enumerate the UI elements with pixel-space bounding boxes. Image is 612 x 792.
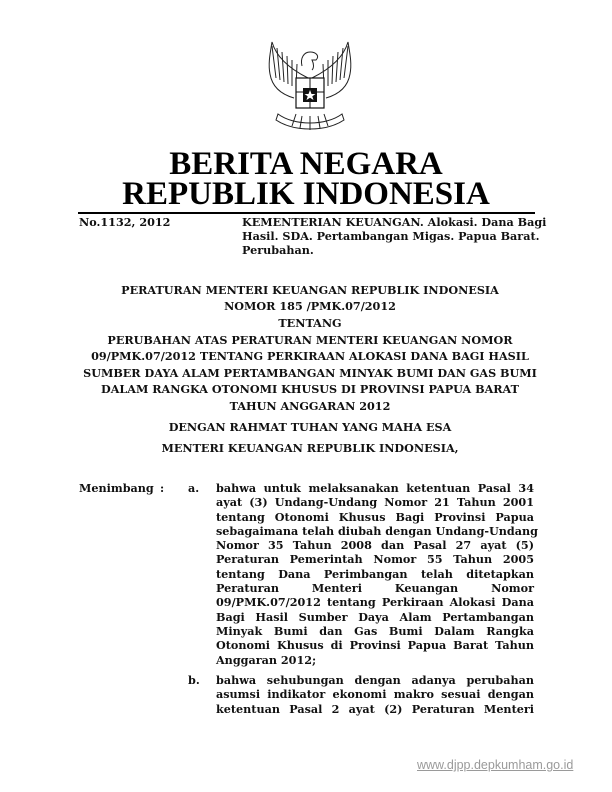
consideration-line: Nomor 35 Tahun 2008 dan Pasal 27 ayat (5)	[216, 538, 534, 553]
consideration-line: Minyak Bumi dan Gas Bumi Dalam Rangka	[216, 623, 534, 638]
authority: MENTERI KEUANGAN REPUBLIK INDONESIA,	[161, 441, 459, 455]
publication-title-line2: REPUBLIK INDONESIA	[122, 176, 490, 212]
publication-title-line1: BERITA NEGARA	[169, 146, 443, 182]
header-divider	[78, 212, 535, 214]
regulation-subject-line: PERUBAHAN ATAS PERATURAN MENTERI KEUANGAN NOMOR	[107, 333, 513, 347]
consideration-line: tentang Otonomi Khusus Bagi Provinsi Papua	[216, 509, 534, 524]
description-line: Hasil. SDA. Pertambangan Migas. Papua Barat.	[242, 229, 540, 244]
regulation-subject-line: TAHUN ANGGARAN 2012	[229, 399, 391, 413]
considerations-label: Menimbang	[79, 481, 154, 495]
consideration-letter: b.	[188, 673, 200, 687]
consideration-line: ketentuan Pasal 2 ayat (2) Peraturan Menteri	[216, 701, 534, 716]
gazette-description	[242, 215, 547, 258]
regulation-tentang: TENTANG	[278, 316, 342, 330]
consideration-line: ayat (3) Undang-Undang Nomor 21 Tahun 2001	[216, 495, 534, 510]
consideration-item-a	[216, 481, 538, 667]
consideration-line: tentang Dana Perimbangan telah ditetapkan	[216, 566, 534, 581]
consideration-line: 09/PMK.07/2012 tentang Perkiraan Alokasi Dana	[216, 595, 534, 610]
description-line: KEMENTERIAN KEUANGAN. Alokasi. Dana Bagi	[242, 215, 547, 229]
consideration-line: sebagaimana telah diubah dengan Undang-Undang	[216, 523, 538, 538]
consideration-line: Otonomi Khusus di Provinsi Papua Barat Tahun	[216, 638, 534, 653]
consideration-line: bahwa untuk melaksanakan ketentuan Pasal 34	[216, 481, 534, 495]
regulation-heading-line: PERATURAN MENTERI KEUANGAN REPUBLIK INDONESIA	[121, 283, 499, 297]
consideration-letter: a.	[188, 481, 200, 495]
consideration-item-b	[216, 673, 534, 716]
garuda-emblem-icon	[258, 38, 362, 134]
regulation-subject-line: DALAM RANGKA OTONOMI KHUSUS DI PROVINSI PAPUA BARAT	[101, 382, 519, 396]
consideration-line: asumsi indikator ekonomi makro sesuai dengan	[216, 687, 534, 702]
consideration-line: Peraturan Menteri Keuangan Nomor	[216, 581, 534, 596]
invocation: DENGAN RAHMAT TUHAN YANG MAHA ESA	[168, 420, 452, 434]
regulation-number: NOMOR 185 /PMK.07/2012	[224, 299, 396, 313]
considerations-colon: :	[160, 481, 165, 495]
description-line: Perubahan.	[242, 243, 314, 258]
gazette-number: No.1132, 2012	[79, 215, 171, 229]
consideration-line: Peraturan Pemerintah Nomor 55 Tahun 2005	[216, 552, 534, 567]
footer-website-link[interactable]: www.djpp.depkumham.go.id	[417, 758, 574, 772]
regulation-subject-line: SUMBER DAYA ALAM PERTAMBANGAN MINYAK BUMI DAN GAS BUMI	[83, 366, 537, 380]
consideration-line: Bagi Hasil Sumber Daya Alam Pertambangan	[216, 609, 534, 624]
regulation-subject-line: 09/PMK.07/2012 TENTANG PERKIRAAN ALOKASI DANA BAGI HASIL	[91, 349, 529, 363]
consideration-line: bahwa sehubungan dengan adanya perubahan	[216, 673, 534, 687]
consideration-line: Anggaran 2012;	[216, 652, 317, 667]
